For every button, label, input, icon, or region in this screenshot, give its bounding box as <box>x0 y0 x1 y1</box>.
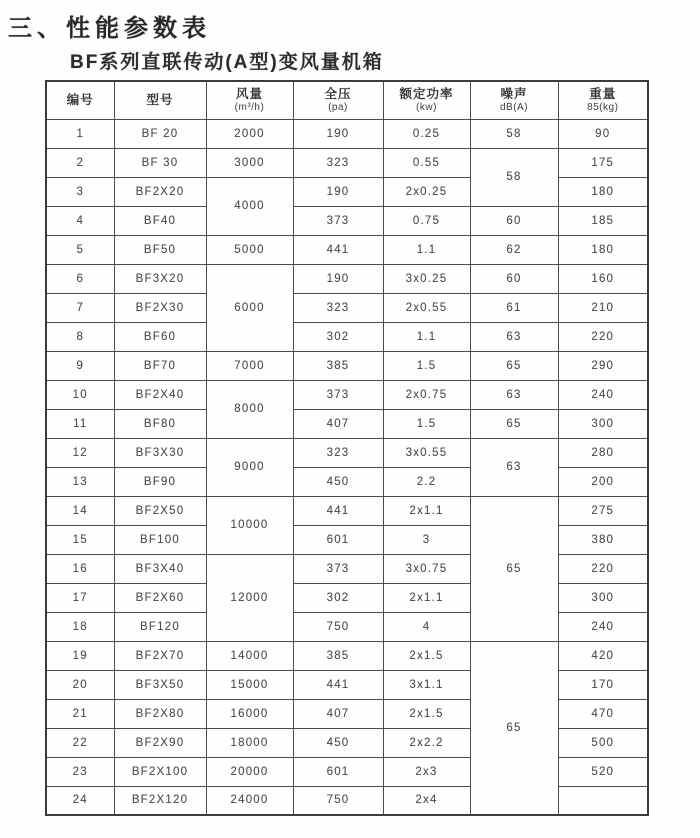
table-row <box>46 351 648 380</box>
table-cell: 220 <box>558 554 648 583</box>
table-row <box>46 641 648 670</box>
table-cell: 60 <box>470 206 558 235</box>
table-cell: BF2X30 <box>114 293 206 322</box>
table-cell: 1.1 <box>383 235 470 264</box>
table-cell: 5000 <box>206 235 293 264</box>
header-cell-power <box>383 81 470 119</box>
table-cell: 60 <box>470 264 558 293</box>
table-cell: 17 <box>46 583 114 612</box>
table-cell: 8 <box>46 322 114 351</box>
header-unit: (pa) <box>328 102 348 114</box>
table-cell: 175 <box>558 148 648 177</box>
table-cell: 2x2.2 <box>383 728 470 757</box>
table-row <box>46 235 648 264</box>
section-title: 三、性能参数表 <box>8 15 211 42</box>
table-cell: 2x1.1 <box>383 496 470 525</box>
table-cell: 750 <box>293 612 383 641</box>
table-cell: BF2X20 <box>114 177 206 206</box>
table-cell: 373 <box>293 554 383 583</box>
header-cell-noise <box>470 81 558 119</box>
table-row <box>46 409 648 438</box>
table-cell: 1 <box>46 119 114 148</box>
table-cell: 3x0.55 <box>383 438 470 467</box>
table-cell: 16 <box>46 554 114 583</box>
header-unit: (kw) <box>416 102 437 114</box>
table-cell: BF100 <box>114 525 206 554</box>
header-label: 全压 <box>324 87 352 102</box>
table-cell: 323 <box>293 293 383 322</box>
table-cell: 8000 <box>206 380 293 438</box>
table-title: BF系列直联传动(A型)变风量机箱 <box>70 52 384 73</box>
table-cell: BF2X100 <box>114 757 206 786</box>
performance-table <box>45 80 649 816</box>
table-cell: 0.55 <box>383 148 470 177</box>
table-cell: 58 <box>470 148 558 206</box>
table-cell: 63 <box>470 322 558 351</box>
table-cell: BF 30 <box>114 148 206 177</box>
header-row <box>46 81 648 119</box>
table-cell: 1.5 <box>383 351 470 380</box>
table-cell: 6000 <box>206 264 293 351</box>
table-cell: 61 <box>470 293 558 322</box>
table-cell: 4000 <box>206 177 293 235</box>
table-cell: 2 <box>46 148 114 177</box>
table-cell: 65 <box>470 641 558 815</box>
table-cell: 180 <box>558 235 648 264</box>
table-cell: 170 <box>558 670 648 699</box>
header-cell-weight <box>558 81 648 119</box>
table-row <box>46 322 648 351</box>
table-cell: BF3X30 <box>114 438 206 467</box>
table-cell: 9 <box>46 351 114 380</box>
table-cell: 500 <box>558 728 648 757</box>
table-cell: 1.5 <box>383 409 470 438</box>
table-cell: BF2X90 <box>114 728 206 757</box>
table-row <box>46 786 648 815</box>
table-cell: 22 <box>46 728 114 757</box>
table-cell: BF2X50 <box>114 496 206 525</box>
header-cell-number <box>46 81 114 119</box>
table-cell: BF 20 <box>114 119 206 148</box>
table-row <box>46 612 648 641</box>
table-cell: 385 <box>293 351 383 380</box>
table-cell: 3000 <box>206 148 293 177</box>
table-cell: 2.2 <box>383 467 470 496</box>
table-cell: 300 <box>558 409 648 438</box>
table-row <box>46 380 648 409</box>
table-cell: 450 <box>293 467 383 496</box>
table-cell: 23 <box>46 757 114 786</box>
table-cell: BF2X80 <box>114 699 206 728</box>
table-cell: BF3X20 <box>114 264 206 293</box>
header-unit: 85(kg) <box>587 102 619 114</box>
table-cell: 407 <box>293 409 383 438</box>
table-cell: 200 <box>558 467 648 496</box>
table-cell: 18 <box>46 612 114 641</box>
table-cell: 1.1 <box>383 322 470 351</box>
table-row <box>46 496 648 525</box>
table-cell: 2x0.25 <box>383 177 470 206</box>
table-cell: 2x1.5 <box>383 699 470 728</box>
table-row <box>46 438 648 467</box>
table-cell: 385 <box>293 641 383 670</box>
table-cell: 9000 <box>206 438 293 496</box>
table-cell: 441 <box>293 235 383 264</box>
table-cell: 441 <box>293 496 383 525</box>
table-cell: BF2X70 <box>114 641 206 670</box>
table-cell: 15000 <box>206 670 293 699</box>
header-label: 编号 <box>66 93 94 108</box>
table-cell: 63 <box>470 438 558 496</box>
table-cell: 10000 <box>206 496 293 554</box>
table-cell: 14000 <box>206 641 293 670</box>
table-cell: 302 <box>293 322 383 351</box>
header-label: 额定功率 <box>399 87 454 102</box>
table-row <box>46 554 648 583</box>
table-cell: 2x1.1 <box>383 583 470 612</box>
table-cell: 240 <box>558 612 648 641</box>
table-cell: BF120 <box>114 612 206 641</box>
table-row <box>46 148 648 177</box>
header-cell-pressure <box>293 81 383 119</box>
table-cell: 210 <box>558 293 648 322</box>
table-cell: 180 <box>558 177 648 206</box>
table-body <box>46 119 648 815</box>
table-row <box>46 670 648 699</box>
table-cell: 160 <box>558 264 648 293</box>
table-cell: 65 <box>470 496 558 641</box>
table-row <box>46 525 648 554</box>
table-row <box>46 467 648 496</box>
table-cell: 6 <box>46 264 114 293</box>
table-cell: 24000 <box>206 786 293 815</box>
table-cell: 290 <box>558 351 648 380</box>
table-cell: 24 <box>46 786 114 815</box>
table-cell: 190 <box>293 119 383 148</box>
table-row <box>46 757 648 786</box>
table-cell: 185 <box>558 206 648 235</box>
table-cell: 0.25 <box>383 119 470 148</box>
table-cell: 11 <box>46 409 114 438</box>
table-cell: 280 <box>558 438 648 467</box>
table-cell: 2000 <box>206 119 293 148</box>
table-cell: 240 <box>558 380 648 409</box>
table-cell: 58 <box>470 119 558 148</box>
table-cell: 190 <box>293 177 383 206</box>
table-cell: 275 <box>558 496 648 525</box>
table-cell: 21 <box>46 699 114 728</box>
table-cell: 323 <box>293 438 383 467</box>
table-cell: 20 <box>46 670 114 699</box>
table-cell: 2x3 <box>383 757 470 786</box>
table-row <box>46 264 648 293</box>
table-cell: 470 <box>558 699 648 728</box>
header-cell-airflow <box>206 81 293 119</box>
table-cell: 3x0.25 <box>383 264 470 293</box>
table-cell: BF60 <box>114 322 206 351</box>
table-cell: 302 <box>293 583 383 612</box>
table-cell: 16000 <box>206 699 293 728</box>
header-label: 型号 <box>146 93 174 108</box>
table-row <box>46 177 648 206</box>
table-cell: 63 <box>470 380 558 409</box>
table-cell: 14 <box>46 496 114 525</box>
table-cell <box>558 786 648 815</box>
header-cell-model <box>114 81 206 119</box>
table-cell: BF3X40 <box>114 554 206 583</box>
table-cell: 601 <box>293 757 383 786</box>
table-cell: 13 <box>46 467 114 496</box>
table-row <box>46 293 648 322</box>
table-row <box>46 699 648 728</box>
table-cell: BF90 <box>114 467 206 496</box>
table-cell: 3 <box>383 525 470 554</box>
header-label: 噪声 <box>500 87 528 102</box>
table-cell: 323 <box>293 148 383 177</box>
table-cell: BF40 <box>114 206 206 235</box>
table-cell: 300 <box>558 583 648 612</box>
table-cell: BF70 <box>114 351 206 380</box>
table-cell: 3x0.75 <box>383 554 470 583</box>
table-cell: 441 <box>293 670 383 699</box>
table-cell: 407 <box>293 699 383 728</box>
table-cell: 20000 <box>206 757 293 786</box>
table-cell: 7 <box>46 293 114 322</box>
table-cell: BF50 <box>114 235 206 264</box>
table-cell: 190 <box>293 264 383 293</box>
table-cell: 373 <box>293 380 383 409</box>
table-cell: BF2X40 <box>114 380 206 409</box>
table-cell: 19 <box>46 641 114 670</box>
table-row <box>46 583 648 612</box>
table-cell: 2x0.75 <box>383 380 470 409</box>
table-cell: 520 <box>558 757 648 786</box>
table-cell: 10 <box>46 380 114 409</box>
table-row <box>46 119 648 148</box>
table-cell: 220 <box>558 322 648 351</box>
table-cell: 65 <box>470 409 558 438</box>
table-cell: BF2X120 <box>114 786 206 815</box>
table-cell: 3 <box>46 177 114 206</box>
table-cell: 4 <box>46 206 114 235</box>
table-cell: 12000 <box>206 554 293 641</box>
table-cell: 90 <box>558 119 648 148</box>
table-cell: 450 <box>293 728 383 757</box>
table-row <box>46 206 648 235</box>
table-cell: 15 <box>46 525 114 554</box>
table-cell: 18000 <box>206 728 293 757</box>
table-cell: 2x1.5 <box>383 641 470 670</box>
table-cell: 65 <box>470 351 558 380</box>
header-label: 风量 <box>235 87 263 102</box>
header-unit: (m³/h) <box>234 102 265 114</box>
table-cell: 62 <box>470 235 558 264</box>
header-unit: dB(A) <box>499 102 529 114</box>
table-cell: 2x4 <box>383 786 470 815</box>
table-cell: 3x1.1 <box>383 670 470 699</box>
table-cell: 0.75 <box>383 206 470 235</box>
table-cell: 2x0.55 <box>383 293 470 322</box>
table-cell: 12 <box>46 438 114 467</box>
table-cell: 4 <box>383 612 470 641</box>
header-label: 重量 <box>589 87 617 102</box>
table-cell: BF2X60 <box>114 583 206 612</box>
table-cell: 7000 <box>206 351 293 380</box>
table-cell: 420 <box>558 641 648 670</box>
table-cell: 5 <box>46 235 114 264</box>
table-row <box>46 728 648 757</box>
table-cell: 373 <box>293 206 383 235</box>
table-cell: 601 <box>293 525 383 554</box>
table-cell: BF80 <box>114 409 206 438</box>
table-cell: BF3X50 <box>114 670 206 699</box>
table-cell: 380 <box>558 525 648 554</box>
table-cell: 750 <box>293 786 383 815</box>
